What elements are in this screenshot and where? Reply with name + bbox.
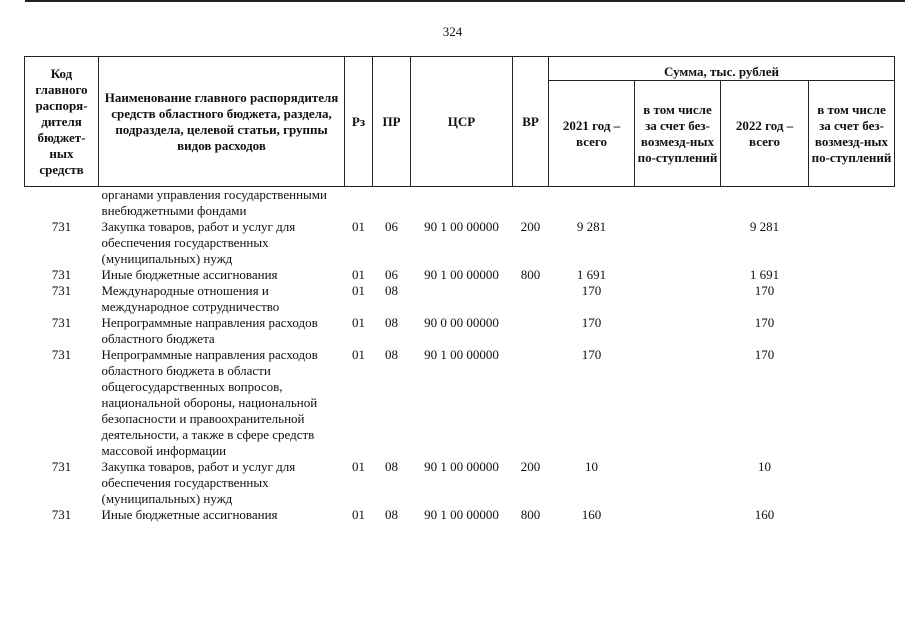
cell-pr: 06 <box>385 219 398 234</box>
cell-2021-free <box>635 315 721 347</box>
header-rz: Рз <box>345 57 373 187</box>
cell-name: Иные бюджетные ассигнования <box>101 507 278 522</box>
cell-2021-total: 9 281 <box>576 219 607 234</box>
cell-2022-free <box>809 283 895 315</box>
cell-csr <box>411 187 513 220</box>
cell-2021-free <box>635 507 721 523</box>
cell-2022-total: 10 <box>758 459 771 474</box>
header-2022-total: 2022 год – всего <box>721 81 809 187</box>
cell-csr: 90 1 00 00000 <box>424 459 499 474</box>
cell-csr: 90 1 00 00000 <box>424 347 499 362</box>
header-code: Код главного распоря-дителя бюджет-ных средств <box>25 57 99 187</box>
header-2022-free: в том числе за счет без-возмезд-ных по-ступлений <box>809 81 895 187</box>
cell-rz: 01 <box>352 347 365 362</box>
cell-name: Закупка товаров, работ и услуг для обеспечения государственных (муниципальных) нужд <box>101 219 296 266</box>
cell-pr: 08 <box>385 315 398 330</box>
cell-pr: 08 <box>385 283 398 298</box>
table-row <box>25 267 895 283</box>
table-row <box>25 219 895 267</box>
cell-code: 731 <box>51 283 72 298</box>
cell-2021-total: 170 <box>581 283 602 298</box>
table-row <box>25 459 895 507</box>
cell-2022-free <box>809 187 895 220</box>
cell-2022-free <box>809 315 895 347</box>
cell-csr <box>411 283 513 315</box>
header-vr: ВР <box>513 57 549 187</box>
cell-2021-free <box>635 283 721 315</box>
cell-2022-total: 170 <box>754 283 775 298</box>
cell-2021-free <box>635 187 721 220</box>
cell-pr <box>373 187 411 220</box>
budget-table <box>24 56 895 523</box>
cell-rz: 01 <box>352 219 365 234</box>
cell-rz: 01 <box>352 459 365 474</box>
cell-2022-total: 170 <box>754 347 775 362</box>
header-csr: ЦСР <box>411 57 513 187</box>
table-row <box>25 315 895 347</box>
cell-code: 731 <box>51 347 72 362</box>
table-row <box>25 187 895 220</box>
cell-2021-total: 170 <box>581 347 602 362</box>
cell-2022-free <box>809 219 895 267</box>
cell-name: Непрограммные направления расходов областного бюджета <box>101 315 318 346</box>
cell-name: Международные отношения и международное сотрудничество <box>101 283 280 314</box>
cell-csr: 90 1 00 00000 <box>424 267 499 282</box>
cell-2021-total <box>549 187 635 220</box>
cell-vr <box>513 283 549 315</box>
cell-csr: 90 1 00 00000 <box>424 507 499 522</box>
cell-2022-total <box>721 187 809 220</box>
cell-vr: 200 <box>520 219 541 234</box>
cell-pr: 08 <box>385 507 398 522</box>
cell-rz: 01 <box>352 267 365 282</box>
cell-pr: 06 <box>385 267 398 282</box>
cell-vr <box>513 347 549 459</box>
table-row <box>25 507 895 523</box>
cell-vr <box>513 187 549 220</box>
cell-name: органами управления государственными внебюджетными фондами <box>101 187 327 218</box>
header-name: Наименование главного распорядителя средств областного бюджета, раздела, подраздела, целевой статьи, группы видов расходов <box>99 57 345 187</box>
header-sum: Сумма, тыс. рублей <box>549 57 895 81</box>
cell-2022-free <box>809 507 895 523</box>
cell-2022-free <box>809 459 895 507</box>
table-body <box>25 187 895 524</box>
cell-2021-total: 170 <box>581 315 602 330</box>
cell-2022-total: 1 691 <box>749 267 780 282</box>
cell-2021-free <box>635 267 721 283</box>
cell-code: 731 <box>51 507 72 522</box>
cell-rz: 01 <box>352 315 365 330</box>
cell-csr: 90 0 00 00000 <box>424 315 499 330</box>
cell-code: 731 <box>51 219 72 234</box>
cell-name: Иные бюджетные ассигнования <box>101 267 278 282</box>
cell-2021-total: 1 691 <box>576 267 607 282</box>
cell-name: Закупка товаров, работ и услуг для обеспечения государственных (муниципальных) нужд <box>101 459 296 506</box>
cell-2022-total: 9 281 <box>749 219 780 234</box>
cell-2021-free <box>635 219 721 267</box>
cell-pr: 08 <box>385 347 398 362</box>
cell-rz <box>345 187 373 220</box>
cell-code: 731 <box>51 315 72 330</box>
cell-2022-free <box>809 267 895 283</box>
cell-2022-total: 170 <box>754 315 775 330</box>
cell-csr: 90 1 00 00000 <box>424 219 499 234</box>
cell-2021-free <box>635 347 721 459</box>
cell-code: 731 <box>51 459 72 474</box>
cell-2021-free <box>635 459 721 507</box>
cell-2022-free <box>809 347 895 459</box>
cell-vr: 800 <box>520 507 541 522</box>
cell-vr: 800 <box>520 267 541 282</box>
cell-2021-total: 160 <box>581 507 602 522</box>
top-rule <box>25 0 905 2</box>
cell-code <box>25 187 99 220</box>
cell-rz: 01 <box>352 283 365 298</box>
cell-name: Непрограммные направления расходов областного бюджета в области общегосударственных вопросов, национальной обороны, национальной безопасности и правоохранительной деятельности, а также в сфере средств массовой информации <box>101 347 318 458</box>
cell-vr: 200 <box>520 459 541 474</box>
cell-vr <box>513 315 549 347</box>
table-row <box>25 283 895 315</box>
cell-rz: 01 <box>352 507 365 522</box>
table-row <box>25 347 895 459</box>
header-2021-free: в том числе за счет без-возмезд-ных по-ступлений <box>635 81 721 187</box>
cell-2022-total: 160 <box>754 507 775 522</box>
header-pr: ПР <box>373 57 411 187</box>
header-2021-total: 2021 год – всего <box>549 81 635 187</box>
cell-code: 731 <box>51 267 72 282</box>
cell-2021-total: 10 <box>585 459 598 474</box>
page-number: 324 <box>442 24 463 39</box>
cell-pr: 08 <box>385 459 398 474</box>
